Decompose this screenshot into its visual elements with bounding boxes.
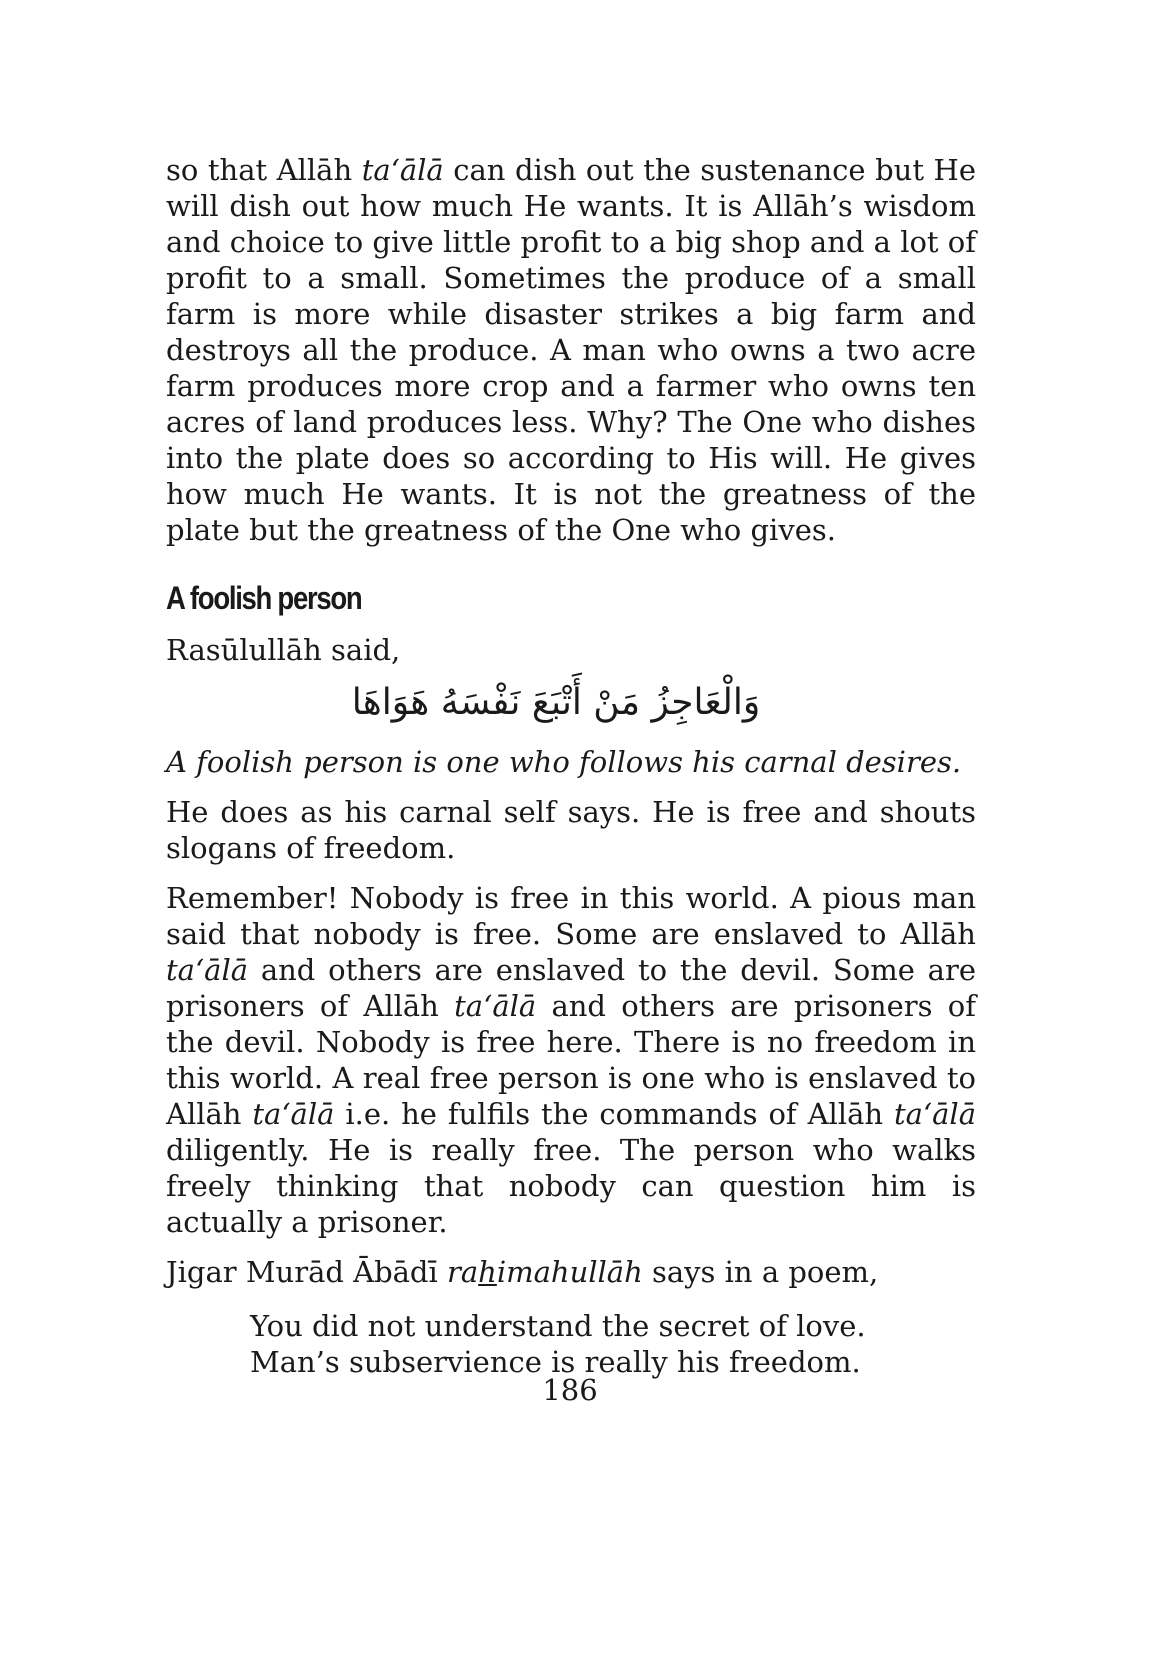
text-span: Jigar Murād Ābādī [166,1255,447,1289]
italic-term: ta‘ālā [166,953,249,987]
underlined-letter: h [478,1255,497,1289]
poem-line: You did not understand the secret of love. [250,1309,866,1343]
text-span: says in a poem, [642,1255,879,1289]
intro-line: Rasūlullāh said, [166,633,401,667]
text-span: imahullāh [496,1255,643,1289]
paragraph-carnal-self: He does as his carnal self says. He is free and shouts slogans of freedom. [166,795,976,865]
hadith-translation: A foolish person is one who follows his carnal desires. [166,745,962,779]
poem-line: Man’s subservience is really his freedom. [250,1345,861,1379]
arabic-hadith: وَالْعَاجِزُ مَنْ أَتْبَعَ نَفْسَهُ هَوَاهَا [351,682,761,723]
text-span: and others are enslaved to the devil. Some are prisoners of Allāh [166,953,976,1023]
page-body [166,152,976,1380]
page-number: 186 [542,1373,598,1407]
text-span: diligently. He is really free. The person who walks freely thinking that nobody can question him is actually a prisoner. [166,1133,976,1239]
italic-term: ta‘ālā [893,1097,976,1131]
text-span: and others are prisoners of the devil. Nobody is free here. There is no freedom in this world. A real free person is one who is enslaved to Allāh [166,989,976,1131]
paragraph-sustenance [166,152,976,548]
italic-term: ta‘ālā [361,153,444,187]
text-span: i.e. he fulfils the commands of Allāh [334,1097,894,1131]
honorific [447,1255,643,1289]
text-span: so that Allāh [166,153,362,187]
paragraph-poet [166,1254,976,1290]
section-heading: A foolish person [166,580,362,616]
text-span: Remember! Nobody is free in this world. A pious man said that nobody is free. Some are enslaved to Allāh [166,881,976,951]
italic-term: ta‘ālā [454,989,537,1023]
text-span: ra [447,1255,479,1289]
italic-term: ta‘ālā [252,1097,335,1131]
paragraph-freedom [166,880,976,1240]
text-span: can dish out the sustenance but He will dish out how much He wants. It is Allāh’s wisdom and choice to give little profit to a big shop and a lot of profit to a small. Sometimes the produce of a small farm is more while disaster strikes a big farm and destroys all the produce. A man who owns a two acre farm produces more crop and a farmer who owns ten acres of land produces less. Why? The One who dishes into the plate does so according to His will. He gives how much He wants. It is not the greatness of the plate but the greatness of the One who gives. [166,153,976,547]
poem-block [250,1308,976,1380]
